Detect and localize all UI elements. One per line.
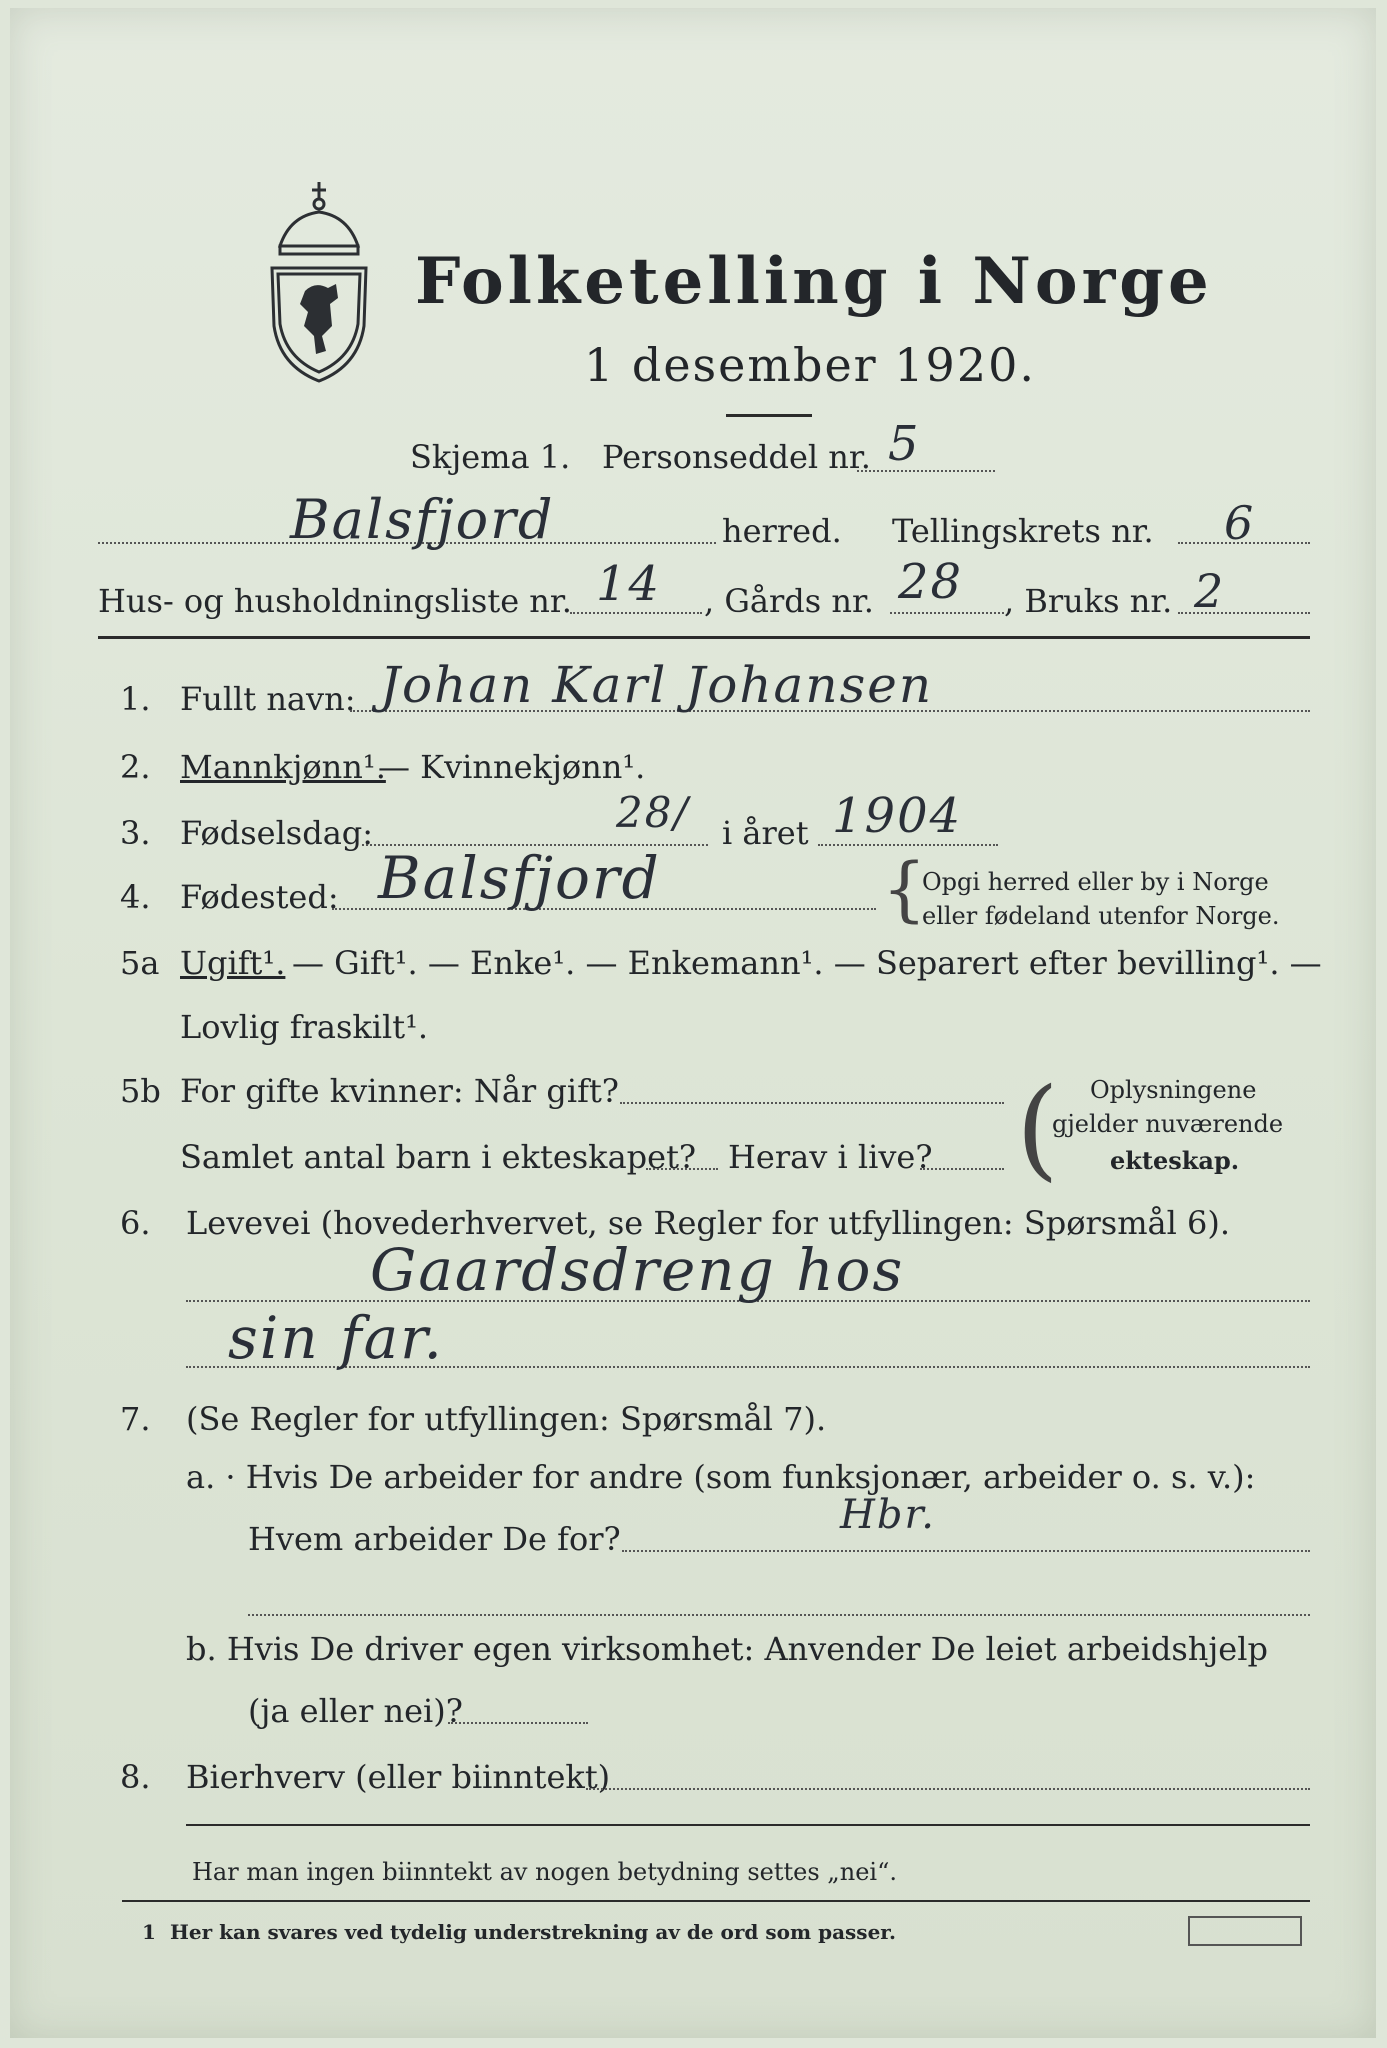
q7b-dotline (448, 1722, 588, 1724)
q7a-dotline-2 (248, 1614, 1310, 1616)
q3-birthday-value: 28/ (616, 788, 690, 837)
q7b-yesno-label: (ja eller nei)? (248, 1692, 463, 1730)
herred-label: herred. (722, 512, 842, 550)
bruks-value: 2 (1194, 564, 1226, 618)
q3-year-dotline (818, 844, 998, 846)
q1-name-value: Johan Karl Johansen (380, 656, 934, 714)
printer-stamp (1188, 1916, 1302, 1946)
hus-value: 14 (596, 556, 662, 612)
q1-label: Fullt navn: (180, 680, 356, 718)
q5b-number: 5b (120, 1072, 161, 1110)
q3-year-value: 1904 (832, 788, 963, 844)
q2-number: 2. (120, 748, 151, 786)
footer-note: Har man ingen biinntekt av nogen betydning settes „nei“. (192, 1858, 897, 1886)
q5a-unmarried-option: Ugift¹. (180, 944, 286, 982)
q4-label: Fødested: (180, 878, 339, 916)
bruks-label: , Bruks nr. (1004, 582, 1173, 620)
q5a-number: 5a (120, 944, 160, 982)
q5b-married-when-label: For gifte kvinner: Når gift? (180, 1072, 619, 1110)
personseddel-value: 5 (888, 416, 921, 472)
q3-year-label: i året (722, 814, 809, 852)
q8-rule (186, 1824, 1310, 1826)
q7-number: 7. (120, 1400, 151, 1438)
q5b-note-line3: ekteskap. (1110, 1146, 1240, 1175)
q7-label: (Se Regler for utfyllingen: Spørsmål 7). (186, 1400, 827, 1438)
q5b-alive-label: Herav i live? (728, 1138, 933, 1176)
footnote-text: Her kan svares ved tydelig understrekning av de ord som passer. (170, 1920, 896, 1944)
q5b-note-line2: gjelder nuværende (1052, 1110, 1284, 1138)
q6-occupation-line1: Gaardsdreng hos (370, 1236, 905, 1304)
q4-brace: { (882, 848, 927, 930)
q5a-divorced-option: Lovlig fraskilt¹. (180, 1008, 429, 1046)
gards-label: , Gårds nr. (704, 582, 874, 620)
q5b-note-line1: Oplysningene (1090, 1076, 1257, 1104)
herred-value: Balsfjord (290, 488, 555, 551)
footnote-number: 1 (142, 1920, 156, 1944)
q5b-children-dotline (646, 1168, 718, 1170)
q4-note-line1: Opgi herred eller by i Norge (922, 868, 1269, 896)
q4-number: 4. (120, 878, 151, 916)
tellingskrets-value: 6 (1224, 496, 1256, 550)
q3-label: Fødselsdag: (180, 814, 374, 852)
tellingskrets-label: Tellingskrets nr. (892, 512, 1154, 550)
q2-female-option: — Kvinnekjønn¹. (378, 748, 646, 786)
census-date: 1 desember 1920. (584, 338, 1036, 392)
q5b-children-label: Samlet antal barn i ekteskapet? (180, 1138, 697, 1176)
footer-rule (122, 1900, 1310, 1902)
q2-male-option: Mannkjønn¹. (180, 748, 386, 786)
q7b-label: b. Hvis De driver egen virksomhet: Anvender De leiet arbeidshjelp (186, 1630, 1268, 1668)
q6-occupation-line2: sin far. (228, 1304, 444, 1372)
q6-label: Levevei (hovederhvervet, se Regler for utfyllingen: Spørsmål 6). (186, 1204, 1231, 1242)
q7a-employer-label: Hvem arbeider De for? (248, 1520, 621, 1558)
census-form-page (10, 8, 1376, 2038)
title-divider (726, 414, 812, 417)
q5b-married-when-dotline (620, 1102, 1004, 1104)
q7a-dotline-1 (622, 1550, 1310, 1552)
q4-birthplace-value: Balsfjord (378, 844, 661, 912)
q5b-alive-dotline (920, 1168, 1004, 1170)
form-title: Folketelling i Norge (415, 244, 1213, 319)
q6-number: 6. (120, 1204, 151, 1242)
q5b-brace: ( (1016, 1064, 1059, 1192)
gards-dotline (890, 612, 1004, 614)
q8-dotline (586, 1788, 1310, 1790)
q3-number: 3. (120, 814, 151, 852)
q7a-employer-value: Hbr. (840, 1492, 936, 1538)
q8-number: 8. (120, 1758, 151, 1796)
q8-label: Bierhverv (eller biinntekt) (186, 1758, 611, 1796)
q5a-other-options: — Gift¹. — Enke¹. — Enkemann¹. — Separert efter bevilling¹. — (292, 944, 1322, 982)
q7a-label: a. · Hvis De arbeider for andre (som funksjonær, arbeider o. s. v.): (186, 1458, 1256, 1496)
hus-label: Hus- og husholdningsliste nr. (98, 582, 572, 620)
coat-of-arms-icon (260, 176, 378, 386)
personseddel-label: Personseddel nr. (602, 438, 871, 476)
hus-dotline (570, 612, 702, 614)
q1-number: 1. (120, 680, 151, 718)
header-rule (98, 636, 1310, 639)
q4-note-line2: eller fødeland utenfor Norge. (922, 902, 1280, 930)
gards-value: 28 (898, 554, 964, 610)
schema-label: Skjema 1. (410, 438, 571, 476)
personseddel-dotline (857, 470, 995, 472)
